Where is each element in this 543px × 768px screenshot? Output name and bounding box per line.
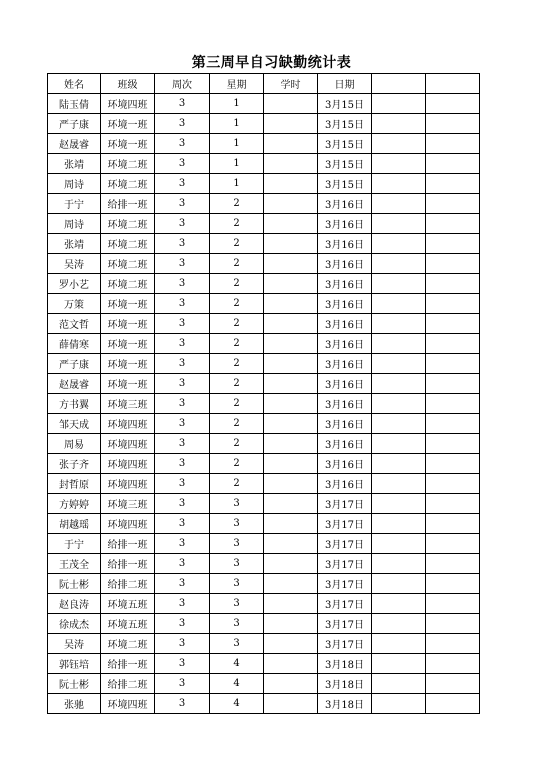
table-cell[interactable]: [426, 94, 480, 114]
table-cell[interactable]: [372, 234, 426, 254]
table-cell[interactable]: [372, 694, 426, 714]
table-cell[interactable]: [426, 254, 480, 274]
table-cell[interactable]: [372, 634, 426, 654]
table-cell[interactable]: 环境一班: [101, 314, 155, 334]
attendance-table: [47, 73, 480, 714]
table-cell[interactable]: 严子康: [48, 354, 101, 374]
table-cell[interactable]: 3: [155, 574, 210, 594]
table-cell[interactable]: 周诗: [48, 214, 101, 234]
table-cell[interactable]: 郭钰培: [48, 654, 101, 674]
table-cell[interactable]: [264, 134, 318, 154]
table-cell[interactable]: 万策: [48, 294, 101, 314]
table-cell[interactable]: 张驰: [48, 694, 101, 714]
table-cell[interactable]: [426, 694, 480, 714]
table-cell[interactable]: 环境二班: [101, 174, 155, 194]
table-cell[interactable]: [372, 414, 426, 434]
table-cell[interactable]: [426, 314, 480, 334]
table-cell[interactable]: [264, 94, 318, 114]
table-cell[interactable]: [372, 374, 426, 394]
table-cell[interactable]: 3: [210, 514, 264, 534]
table-cell[interactable]: [264, 354, 318, 374]
table-cell[interactable]: [264, 394, 318, 414]
table-cell[interactable]: [426, 194, 480, 214]
table-cell[interactable]: 环境五班: [101, 614, 155, 634]
table-cell[interactable]: [264, 694, 318, 714]
table-row: [48, 654, 480, 674]
table-row: [48, 474, 480, 494]
table-cell[interactable]: 胡越瑶: [48, 514, 101, 534]
table-cell[interactable]: [264, 314, 318, 334]
table-cell[interactable]: 3月16日: [318, 194, 372, 214]
table-row: [48, 234, 480, 254]
table-cell[interactable]: 3: [155, 394, 210, 414]
table-cell[interactable]: 3月16日: [318, 374, 372, 394]
table-cell[interactable]: 3月16日: [318, 314, 372, 334]
header-row: [48, 74, 480, 94]
table-cell[interactable]: [372, 254, 426, 274]
table-cell[interactable]: 3月16日: [318, 274, 372, 294]
table-cell[interactable]: 环境四班: [101, 454, 155, 474]
table-cell[interactable]: 2: [210, 254, 264, 274]
table-cell[interactable]: [426, 674, 480, 694]
table-cell[interactable]: 3: [155, 174, 210, 194]
table-cell[interactable]: 阮士彬: [48, 574, 101, 594]
table-cell[interactable]: 吴涛: [48, 634, 101, 654]
table-cell[interactable]: [264, 374, 318, 394]
table-cell[interactable]: [372, 174, 426, 194]
table-cell[interactable]: [426, 394, 480, 414]
table-cell[interactable]: 封哲原: [48, 474, 101, 494]
table-row: [48, 454, 480, 474]
table-cell[interactable]: [264, 274, 318, 294]
table-cell[interactable]: [264, 154, 318, 174]
table-row: [48, 154, 480, 174]
table-cell[interactable]: [426, 534, 480, 554]
table-cell[interactable]: [372, 214, 426, 234]
table-cell[interactable]: 3: [155, 454, 210, 474]
table-cell[interactable]: 给排一班: [101, 554, 155, 574]
table-row: [48, 374, 480, 394]
table-cell[interactable]: 2: [210, 234, 264, 254]
table-cell[interactable]: 阮士彬: [48, 674, 101, 694]
table-cell[interactable]: 2: [210, 334, 264, 354]
table-cell[interactable]: 3: [155, 414, 210, 434]
table-cell[interactable]: 3: [210, 494, 264, 514]
table-cell[interactable]: [426, 494, 480, 514]
table-row: [48, 314, 480, 334]
table-cell[interactable]: 1: [210, 154, 264, 174]
table-row: [48, 174, 480, 194]
table-cell[interactable]: 3月17日: [318, 554, 372, 574]
table-cell[interactable]: 3月17日: [318, 594, 372, 614]
table-cell[interactable]: 4: [210, 694, 264, 714]
table-cell[interactable]: [372, 514, 426, 534]
column-header[interactable]: 姓名: [48, 74, 101, 94]
table-cell[interactable]: 2: [210, 394, 264, 414]
table-cell[interactable]: 3: [155, 314, 210, 334]
table-cell[interactable]: [372, 154, 426, 174]
table-cell[interactable]: 3: [155, 374, 210, 394]
table-cell[interactable]: 环境二班: [101, 234, 155, 254]
table-cell[interactable]: 1: [210, 94, 264, 114]
table-cell[interactable]: [426, 614, 480, 634]
table-row: [48, 494, 480, 514]
table-cell[interactable]: 张靖: [48, 154, 101, 174]
table-cell[interactable]: [264, 474, 318, 494]
table-cell[interactable]: [426, 474, 480, 494]
table-cell[interactable]: 环境二班: [101, 254, 155, 274]
table-cell[interactable]: 3月15日: [318, 94, 372, 114]
table-cell[interactable]: 环境四班: [101, 94, 155, 114]
table-cell[interactable]: 3: [210, 554, 264, 574]
table-cell[interactable]: 3月17日: [318, 634, 372, 654]
table-cell[interactable]: 3月17日: [318, 494, 372, 514]
table-cell[interactable]: 3: [155, 334, 210, 354]
table-cell[interactable]: 3月16日: [318, 354, 372, 374]
table-cell[interactable]: 环境一班: [101, 134, 155, 154]
table-cell[interactable]: [264, 434, 318, 454]
table-cell[interactable]: 3: [210, 614, 264, 634]
table-cell[interactable]: 3月17日: [318, 574, 372, 594]
table-cell[interactable]: [372, 674, 426, 694]
table-cell[interactable]: [264, 334, 318, 354]
table-cell[interactable]: [264, 254, 318, 274]
table-cell[interactable]: [264, 174, 318, 194]
table-cell[interactable]: 环境四班: [101, 514, 155, 534]
table-cell[interactable]: 3: [155, 154, 210, 174]
table-cell[interactable]: 3: [155, 294, 210, 314]
table-cell[interactable]: [372, 594, 426, 614]
table-cell[interactable]: 3月16日: [318, 394, 372, 414]
table-cell[interactable]: [264, 574, 318, 594]
table-cell[interactable]: [426, 234, 480, 254]
table-cell[interactable]: 2: [210, 454, 264, 474]
table-cell[interactable]: 给排一班: [101, 194, 155, 214]
table-cell[interactable]: 2: [210, 434, 264, 454]
table-cell[interactable]: 2: [210, 354, 264, 374]
table-cell[interactable]: [264, 294, 318, 314]
table-cell[interactable]: [372, 314, 426, 334]
table-cell[interactable]: 环境二班: [101, 634, 155, 654]
table-cell[interactable]: 方书翼: [48, 394, 101, 414]
table-cell[interactable]: [264, 214, 318, 234]
table-cell[interactable]: 4: [210, 674, 264, 694]
table-cell[interactable]: [426, 554, 480, 574]
table-cell[interactable]: 环境四班: [101, 694, 155, 714]
table-cell[interactable]: 3月15日: [318, 154, 372, 174]
table-cell[interactable]: 给排二班: [101, 674, 155, 694]
table-cell[interactable]: [372, 554, 426, 574]
table-cell[interactable]: 3: [155, 274, 210, 294]
table-cell[interactable]: [426, 334, 480, 354]
table-row: [48, 194, 480, 214]
column-header[interactable]: [372, 74, 426, 94]
table-cell[interactable]: [372, 474, 426, 494]
table-cell[interactable]: 3月16日: [318, 414, 372, 434]
table-cell[interactable]: 于宁: [48, 194, 101, 214]
table-cell[interactable]: 3: [155, 694, 210, 714]
table-cell[interactable]: 3月18日: [318, 674, 372, 694]
table-cell[interactable]: 环境二班: [101, 214, 155, 234]
table-cell[interactable]: 3: [155, 654, 210, 674]
table-row: [48, 574, 480, 594]
table-cell[interactable]: 王茂全: [48, 554, 101, 574]
table-row: [48, 414, 480, 434]
table-cell[interactable]: 3月16日: [318, 234, 372, 254]
table-cell[interactable]: [426, 514, 480, 534]
table-cell[interactable]: 赵晟睿: [48, 134, 101, 154]
table-cell[interactable]: 3月16日: [318, 434, 372, 454]
table-cell[interactable]: 3月15日: [318, 174, 372, 194]
table-cell[interactable]: [426, 354, 480, 374]
table-cell[interactable]: 3: [210, 574, 264, 594]
table-cell[interactable]: 张子齐: [48, 454, 101, 474]
table-cell[interactable]: 吴涛: [48, 254, 101, 274]
table-cell[interactable]: [426, 574, 480, 594]
table-row: [48, 134, 480, 154]
table-cell[interactable]: 3月16日: [318, 214, 372, 234]
table-cell[interactable]: 3: [155, 134, 210, 154]
table-cell[interactable]: [372, 494, 426, 514]
table-cell[interactable]: [426, 274, 480, 294]
table-cell[interactable]: 薛倩寒: [48, 334, 101, 354]
table-body: [48, 94, 480, 714]
table-cell[interactable]: [372, 114, 426, 134]
table-row: [48, 614, 480, 634]
table-cell[interactable]: 给排二班: [101, 574, 155, 594]
table-cell[interactable]: [264, 674, 318, 694]
table-cell[interactable]: [426, 214, 480, 234]
table-row: [48, 294, 480, 314]
table-cell[interactable]: 3: [155, 634, 210, 654]
table-cell[interactable]: 3: [155, 434, 210, 454]
table-cell[interactable]: 3: [155, 554, 210, 574]
column-header[interactable]: 日期: [318, 74, 372, 94]
table-cell[interactable]: [426, 114, 480, 134]
table-cell[interactable]: 方婷婷: [48, 494, 101, 514]
table-cell[interactable]: 环境一班: [101, 354, 155, 374]
table-cell[interactable]: [372, 274, 426, 294]
table-cell[interactable]: [426, 634, 480, 654]
table-cell[interactable]: 3: [155, 234, 210, 254]
table-cell[interactable]: [372, 94, 426, 114]
table-cell[interactable]: 2: [210, 194, 264, 214]
table-cell[interactable]: [372, 534, 426, 554]
table-cell[interactable]: [372, 334, 426, 354]
table-row: [48, 534, 480, 554]
table-cell[interactable]: 3: [155, 614, 210, 634]
table-cell[interactable]: 周易: [48, 434, 101, 454]
table-cell[interactable]: 2: [210, 374, 264, 394]
table-cell[interactable]: 3: [210, 634, 264, 654]
table-cell[interactable]: 2: [210, 414, 264, 434]
table-row: [48, 434, 480, 454]
table-cell[interactable]: 3: [155, 114, 210, 134]
table-cell[interactable]: [372, 454, 426, 474]
table-cell[interactable]: [264, 234, 318, 254]
column-header[interactable]: 班级: [101, 74, 155, 94]
table-cell[interactable]: 环境一班: [101, 294, 155, 314]
table-cell[interactable]: 环境四班: [101, 414, 155, 434]
page-title: 第三周早自习缺勤统计表: [191, 55, 352, 71]
table-cell[interactable]: [264, 614, 318, 634]
column-header[interactable]: 周次: [155, 74, 210, 94]
table-cell[interactable]: 环境一班: [101, 374, 155, 394]
table-cell[interactable]: 环境一班: [101, 114, 155, 134]
table-cell[interactable]: 3月17日: [318, 614, 372, 634]
table-row: [48, 274, 480, 294]
table-cell[interactable]: 3: [155, 674, 210, 694]
table-cell[interactable]: [426, 174, 480, 194]
table-cell[interactable]: 3: [155, 214, 210, 234]
table-cell[interactable]: 3月15日: [318, 114, 372, 134]
table-row: [48, 94, 480, 114]
table-cell[interactable]: [426, 654, 480, 674]
table-cell[interactable]: [264, 414, 318, 434]
table-cell[interactable]: 3: [155, 354, 210, 374]
table-cell[interactable]: 张靖: [48, 234, 101, 254]
table-cell[interactable]: [264, 554, 318, 574]
table-cell[interactable]: 3: [210, 594, 264, 614]
table-row: [48, 354, 480, 374]
table-cell[interactable]: 1: [210, 174, 264, 194]
table-cell[interactable]: 3: [210, 534, 264, 554]
table-cell[interactable]: 环境三班: [101, 394, 155, 414]
table-cell[interactable]: 1: [210, 134, 264, 154]
table-row: [48, 514, 480, 534]
table-cell[interactable]: 3月16日: [318, 294, 372, 314]
table-cell[interactable]: [372, 354, 426, 374]
table-cell[interactable]: 3月18日: [318, 694, 372, 714]
table-cell[interactable]: 3: [155, 514, 210, 534]
table-cell[interactable]: 3月15日: [318, 134, 372, 154]
table-cell[interactable]: [426, 154, 480, 174]
table-row: [48, 254, 480, 274]
column-header[interactable]: [426, 74, 480, 94]
column-header[interactable]: 学时: [264, 74, 318, 94]
table-cell[interactable]: 4: [210, 654, 264, 674]
table-cell[interactable]: 环境三班: [101, 494, 155, 514]
table-cell[interactable]: 环境四班: [101, 474, 155, 494]
table-cell[interactable]: 2: [210, 294, 264, 314]
table-cell[interactable]: [426, 434, 480, 454]
table-cell[interactable]: [426, 454, 480, 474]
table-cell[interactable]: 2: [210, 214, 264, 234]
table-cell[interactable]: 给排一班: [101, 534, 155, 554]
table-cell[interactable]: 2: [210, 274, 264, 294]
table-cell[interactable]: [264, 454, 318, 474]
table-cell[interactable]: [264, 594, 318, 614]
table-cell[interactable]: [426, 414, 480, 434]
table-cell[interactable]: [426, 294, 480, 314]
table-cell[interactable]: 环境一班: [101, 334, 155, 354]
table-cell[interactable]: [264, 534, 318, 554]
table-cell[interactable]: 3: [155, 254, 210, 274]
table-cell[interactable]: [264, 654, 318, 674]
table-cell[interactable]: 1: [210, 114, 264, 134]
table-row: [48, 394, 480, 414]
table-cell[interactable]: 邹天成: [48, 414, 101, 434]
table-cell[interactable]: 3月18日: [318, 654, 372, 674]
table-cell[interactable]: [264, 194, 318, 214]
table-cell[interactable]: 赵良涛: [48, 594, 101, 614]
table-cell[interactable]: 3月16日: [318, 254, 372, 274]
table-cell[interactable]: 陆玉倩: [48, 94, 101, 114]
table-row: [48, 214, 480, 234]
table-cell[interactable]: 3: [155, 594, 210, 614]
column-header[interactable]: 星期: [210, 74, 264, 94]
table-row: [48, 674, 480, 694]
table-cell[interactable]: 环境四班: [101, 434, 155, 454]
table-cell[interactable]: 2: [210, 474, 264, 494]
table-cell[interactable]: 3: [155, 534, 210, 554]
table-row: [48, 334, 480, 354]
table-cell[interactable]: [372, 654, 426, 674]
table-row: [48, 634, 480, 654]
table-cell[interactable]: [426, 374, 480, 394]
table-cell[interactable]: 3: [155, 94, 210, 114]
table-cell[interactable]: 3月16日: [318, 454, 372, 474]
table-cell[interactable]: [372, 394, 426, 414]
table-cell[interactable]: 3月16日: [318, 474, 372, 494]
table-cell[interactable]: 周诗: [48, 174, 101, 194]
table-cell[interactable]: 环境二班: [101, 154, 155, 174]
table-cell[interactable]: 2: [210, 314, 264, 334]
table-cell[interactable]: [264, 514, 318, 534]
table-cell[interactable]: [372, 614, 426, 634]
table-cell[interactable]: 3月17日: [318, 514, 372, 534]
table-cell[interactable]: 3: [155, 494, 210, 514]
table-cell[interactable]: 严子康: [48, 114, 101, 134]
table-cell[interactable]: [372, 434, 426, 454]
table-cell[interactable]: [264, 494, 318, 514]
table-cell[interactable]: 3月17日: [318, 534, 372, 554]
table-row: [48, 554, 480, 574]
table-row: [48, 114, 480, 134]
table-cell[interactable]: 给排一班: [101, 654, 155, 674]
table-cell[interactable]: 范文哲: [48, 314, 101, 334]
table-cell[interactable]: [372, 134, 426, 154]
table-cell[interactable]: [426, 134, 480, 154]
table-cell[interactable]: [372, 294, 426, 314]
table-cell[interactable]: 3月16日: [318, 334, 372, 354]
table-cell[interactable]: [372, 194, 426, 214]
table-cell[interactable]: 环境二班: [101, 274, 155, 294]
table-cell[interactable]: 罗小艺: [48, 274, 101, 294]
table-cell[interactable]: 于宁: [48, 534, 101, 554]
table-cell[interactable]: 环境五班: [101, 594, 155, 614]
table-cell[interactable]: [264, 114, 318, 134]
table-cell[interactable]: [264, 634, 318, 654]
table-cell[interactable]: 3: [155, 194, 210, 214]
table-cell[interactable]: [426, 594, 480, 614]
table-row: [48, 594, 480, 614]
table-cell[interactable]: 赵晟睿: [48, 374, 101, 394]
table-cell[interactable]: 徐成杰: [48, 614, 101, 634]
table-cell[interactable]: 3: [155, 474, 210, 494]
table-row: [48, 694, 480, 714]
table-cell[interactable]: [372, 574, 426, 594]
